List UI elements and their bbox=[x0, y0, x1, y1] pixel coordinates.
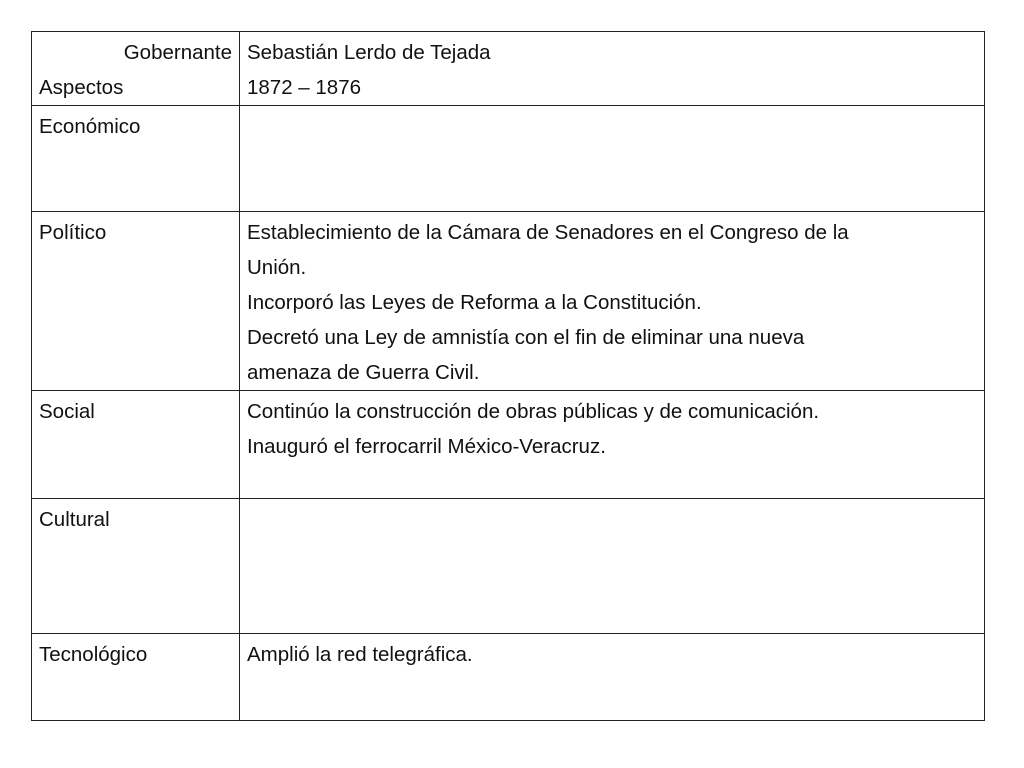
table-row-social bbox=[32, 391, 985, 499]
content-cell bbox=[240, 212, 985, 391]
aspect-cell bbox=[32, 634, 240, 721]
aspect-label: Tecnológico bbox=[39, 643, 148, 666]
header-corner-cell bbox=[32, 32, 240, 106]
table-header-row bbox=[32, 32, 985, 106]
content-cell bbox=[240, 106, 985, 212]
content-line: Unión. bbox=[247, 256, 307, 279]
content-line: Incorporó las Leyes de Reforma a la Constitución. bbox=[247, 291, 702, 314]
content-line: Establecimiento de la Cámara de Senadores en el Congreso de la bbox=[247, 221, 849, 244]
aspect-label: Económico bbox=[39, 115, 141, 138]
content-line: Amplió la red telegráfica. bbox=[247, 643, 473, 666]
content-line: Decretó una Ley de amnistía con el fin de eliminar una nueva bbox=[247, 326, 805, 349]
header-governor-cell bbox=[240, 32, 985, 106]
table-row-cultural bbox=[32, 499, 985, 634]
table-row-tecnologico bbox=[32, 634, 985, 721]
aspect-cell bbox=[32, 106, 240, 212]
aspect-cell bbox=[32, 391, 240, 499]
governor-period: 1872 – 1876 bbox=[247, 76, 362, 99]
aspect-cell bbox=[32, 499, 240, 634]
content-cell bbox=[240, 391, 985, 499]
content-line: Continúo la construcción de obras públicas y de comunicación. bbox=[247, 400, 820, 423]
aspect-label: Social bbox=[39, 400, 95, 423]
aspect-label: Cultural bbox=[39, 508, 110, 531]
governor-name: Sebastián Lerdo de Tejada bbox=[247, 41, 491, 64]
content-line: Inauguró el ferrocarril México-Veracruz. bbox=[247, 435, 606, 458]
content-line: amenaza de Guerra Civil. bbox=[247, 361, 480, 384]
gobernante-label: Gobernante bbox=[123, 41, 232, 64]
aspect-label: Político bbox=[39, 221, 107, 244]
table-row-politico bbox=[32, 212, 985, 391]
aspectos-label: Aspectos bbox=[39, 76, 124, 99]
content-cell bbox=[240, 634, 985, 721]
content-cell bbox=[240, 499, 985, 634]
aspect-cell bbox=[32, 212, 240, 391]
aspects-table bbox=[31, 31, 985, 721]
table-row-economico bbox=[32, 106, 985, 212]
